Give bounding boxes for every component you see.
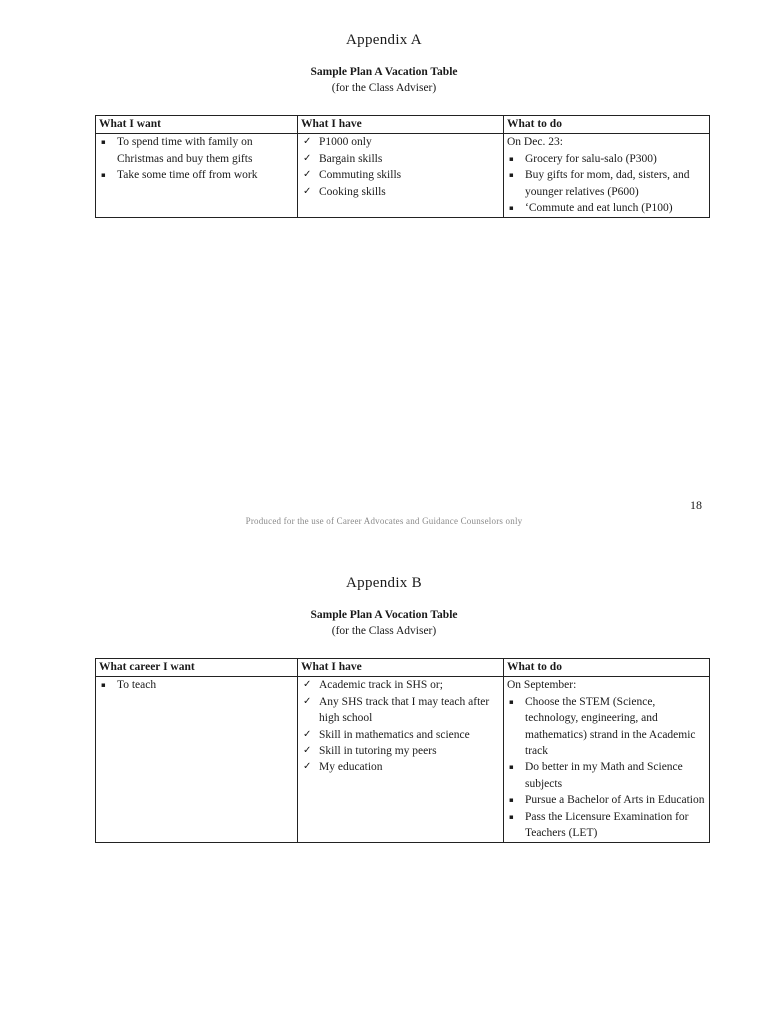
header-what-career-i-want: What career I want xyxy=(96,659,298,677)
todo-intro: On September: xyxy=(507,679,577,692)
list-item: ▪ Pass the Licensure Examination for Teachers (LET) xyxy=(509,810,689,840)
table-subtitle: (for the Class Adviser) xyxy=(331,82,437,94)
list-item: ▪ Pursue a Bachelor of Arts in Education xyxy=(509,794,705,807)
list-item: ✓ Cooking skills xyxy=(301,184,500,200)
check-bullet-icon: ✓ xyxy=(303,169,312,181)
list-item: ✓ My education xyxy=(301,759,500,775)
todo-cell xyxy=(504,134,710,218)
have-cell xyxy=(298,677,504,843)
table-row xyxy=(96,134,710,218)
square-bullet-icon: ▪ xyxy=(509,763,514,772)
todo-cell xyxy=(504,677,710,843)
list-item: ▪ Buy gifts for mom, dad, sisters, and younger relatives (P600) xyxy=(509,169,690,198)
table-subtitle: (for the Class Adviser) xyxy=(331,625,437,637)
list-item: ▪ To teach xyxy=(101,679,157,692)
list-item: ✓ Skill in tutoring my peers xyxy=(301,743,500,759)
list-item: ✓ Any SHS track that I may teach after high school xyxy=(303,695,490,725)
check-bullet-icon: ✓ xyxy=(303,695,312,707)
square-bullet-icon: ▪ xyxy=(509,697,514,706)
square-bullet-icon: ▪ xyxy=(101,681,106,690)
header-what-i-have: What I have xyxy=(298,659,504,677)
table-title: Sample Plan A Vacation Table xyxy=(310,66,458,78)
square-bullet-icon: ▪ xyxy=(509,796,514,805)
list-item: ▪ Take some time off from work xyxy=(101,169,258,182)
square-bullet-icon: ▪ xyxy=(509,812,514,821)
todo-intro: On Dec. 23: xyxy=(507,136,563,149)
page-footer: Produced for the use of Career Advocates and Guidance Counselors only xyxy=(245,516,523,526)
header-what-i-want: What I want xyxy=(96,116,298,134)
check-bullet-icon: ✓ xyxy=(303,185,312,197)
check-bullet-icon: ✓ xyxy=(303,728,312,740)
plan-table-a xyxy=(95,115,710,218)
list-item: ✓ P1000 only xyxy=(301,134,500,150)
header-what-i-have: What I have xyxy=(298,116,504,134)
list-item: ▪ To spend time with family on Christmas and buy them gifts xyxy=(101,136,253,165)
plan-table-b xyxy=(95,658,710,843)
list-item: ✓ Bargain skills xyxy=(301,151,500,167)
square-bullet-icon: ▪ xyxy=(101,138,106,147)
table-title: Sample Plan A Vocation Table xyxy=(310,609,458,621)
list-item: ▪ Choose the STEM (Science, technology, engineering, and mathematics) strand in the Academic track xyxy=(509,695,696,758)
header-what-to-do: What to do xyxy=(504,659,710,677)
square-bullet-icon: ▪ xyxy=(509,154,514,163)
list-item: ▪ ‘Commute and eat lunch (P100) xyxy=(509,202,673,215)
check-bullet-icon: ✓ xyxy=(303,136,312,148)
want-cell xyxy=(96,677,298,843)
have-cell xyxy=(298,134,504,218)
square-bullet-icon: ▪ xyxy=(509,204,514,213)
list-item: ✓ Skill in mathematics and science xyxy=(301,727,500,743)
check-bullet-icon: ✓ xyxy=(303,761,312,773)
page-appendix-b xyxy=(0,540,768,1024)
list-item: ✓ Academic track in SHS or; xyxy=(301,677,500,693)
list-item: ▪ Grocery for salu-salo (P300) xyxy=(509,152,657,165)
table-header-row xyxy=(96,659,710,677)
header-what-to-do: What to do xyxy=(504,116,710,134)
check-bullet-icon: ✓ xyxy=(303,152,312,164)
square-bullet-icon: ▪ xyxy=(101,171,106,180)
appendix-heading: Appendix B xyxy=(346,575,422,591)
check-bullet-icon: ✓ xyxy=(303,745,312,757)
appendix-heading: Appendix A xyxy=(346,32,422,48)
want-cell xyxy=(96,134,298,218)
page-number: 18 xyxy=(690,498,702,512)
list-item: ▪ Do better in my Math and Science subjects xyxy=(509,761,683,790)
square-bullet-icon: ▪ xyxy=(509,171,514,180)
table-row xyxy=(96,677,710,843)
list-item: ✓ Commuting skills xyxy=(301,167,500,183)
table-header-row xyxy=(96,116,710,134)
check-bullet-icon: ✓ xyxy=(303,679,312,691)
